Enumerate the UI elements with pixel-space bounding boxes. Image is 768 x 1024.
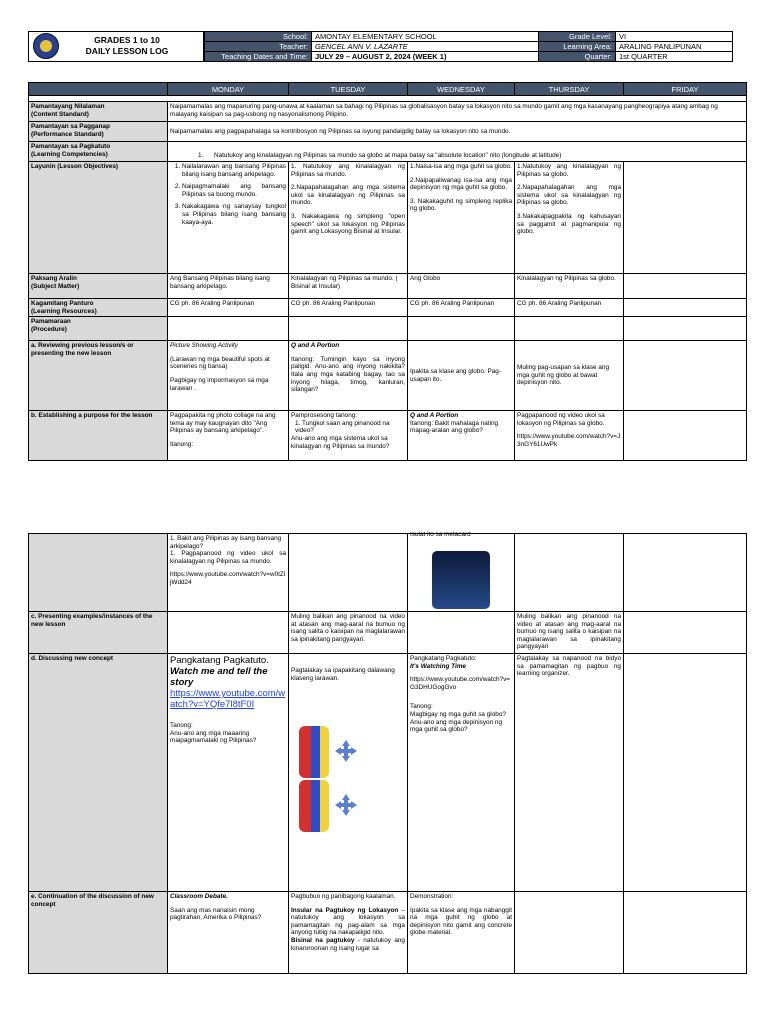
review-label: a. Reviewing previous lesson/s or presenting the new lesson [29,341,168,411]
activity-text: Saan ang mas nanaisin mong pagtirahan, Amerika o Pilipinas? [170,906,262,922]
resources-thursday: CG ph. 86 Araling Panlipunan [515,299,624,317]
resources-label: Kagamitang Panturo (Learning Resources) [29,299,168,317]
activity-text: (Larawan ng mga beautiful spots at sceneries ng bansa) [170,355,270,371]
day-header: WEDNESDAY [408,83,515,96]
subject-friday [624,274,747,299]
metacard-image [432,551,490,609]
teacher-label: Teacher: [205,42,312,52]
purpose-friday [624,411,747,461]
dates-value: JULY 29 – AUGUST 2, 2024 (WEEK 1) [312,52,539,62]
content-standard-label: Pamantayang Nilalaman (Content Standard) [29,102,168,122]
activity-subtitle: Watch me and tell the story [170,666,268,688]
review-wednesday: Ipakita sa klase ang globo. Pag-usapan ito. [408,341,515,411]
day-header: FRIDAY [624,83,747,96]
procedure-cell [168,317,289,341]
term-heading: Insular na Pagtukoy ng Lokasyon [291,906,399,914]
subject-tuesday: Kinalalagyan ng Pilipinas sa mundo. ( Bisinal at Insular) [289,274,408,299]
activity-text: Pagbigay ng impormasyon sa mga larawan . [170,376,269,392]
objectives-thursday [515,162,624,274]
performance-standard-label: Pamantayan sa Pagganap (Performance Standard) [29,122,168,142]
objective-item: 3. Nakakagawa ng sanaysay tungkol sa Pilipinas bilang isang bansang kaaya-aya. [182,203,286,226]
activity-text: Isulat ito sa metacard [410,531,471,538]
philippines-map-image [299,780,383,832]
continued-monday [168,534,289,612]
term-heading: Bisinal na pagtukoy [291,936,355,944]
objectives-friday [624,162,747,274]
discussion-monday [168,654,289,892]
subject-monday: Ang Bansang Pilipinas bilang isang bansang arkipelago. [168,274,289,299]
lesson-table-page-1 [28,82,747,461]
objective-item: 2.Napapahalagahan ang mga sistema ukol sa kinalalagyan ng Pilipinas sa mundo. [291,184,405,207]
objective-item: 1.Naisa-isa ang mga guhit sa globo. [410,163,512,170]
purpose-wednesday [408,411,515,461]
continued-tuesday [289,534,408,612]
review-friday [624,341,747,411]
activity-title [170,655,286,688]
activity-heading: Pangkatang Pagkatuto. [170,655,269,666]
activity-text: Pagbubuo ng panibagong kaalaman. [291,893,396,900]
discussion-friday [624,654,747,892]
video-link[interactable]: https://www.youtube.com/watch?v=w0tZIjWdd24 [170,571,286,586]
continuation-label: e. Continuation of the discussion of new concept [29,892,168,974]
activity-text: Pagtalakay sa ipapakitang dalawang klaseng larawan. [291,667,395,682]
continuation-monday [168,892,289,974]
subject-wednesday: Ang Globo [408,274,515,299]
activity-text: 1. Pagpapanood ng video ukol sa kinalalagyan ng Pilipinas sa mundo. [170,550,286,565]
objectives-tuesday [289,162,408,274]
objective-item: 2.Naipapaliwanag isa-isa ang mga depinisyon ng mga guhit sa globo. [410,176,512,192]
title-line-2: DAILY LESSON LOG [85,46,169,56]
term-definition: - natutukoy ang kinaroroonan ng isang lugar sa [291,936,405,952]
resources-monday: CG ph. 86 Araling Panlipunan [168,299,289,317]
dates-label: Teaching Dates and Time: [205,52,312,62]
quarter-label: Quarter: [539,52,616,62]
lesson-table-page-2 [28,533,747,974]
discussion-thursday: Pagtalakay sa napanood na bidyo sa pamamagitan ng pagbuo ng learning organizer. [515,654,624,892]
continued-wednesday [408,531,515,612]
activity-text [291,907,405,937]
activity-text: Pamprosesong tanong: [291,412,358,420]
examples-friday [624,612,747,654]
activity-title: Classroom Debate. [170,893,228,900]
activity-text: Pagpapakita ng photo collage na ang tema ay may kaugnayan dito "Ang Pilipinas ay bansang arkipelago". [170,412,276,435]
review-tuesday [289,341,408,411]
objective-item: 2. Naipagmamalaki ang bansang Pilipinas sa buong mundo. [182,183,286,198]
content-standard-text: Naipamamalas ang mapanuring pang-unawa at kaalaman sa bahagi ng Pilipinas sa globalisasyon batay sa lokasyon nito sa mundo gamit ang mga kasanayang pangheograpiya atang ambag ng malayang kaisipan sa pag-usbong ng nasyonalismong Pilipino. [168,102,747,122]
activity-text: 1. Tungkol saan ang pinanood na video? [295,419,390,435]
activity-text: Itanong: Tumingin kayo sa inyong paligid. Anu-ano ang inyong nakikita? Itala ang mga katabing bagay, tao sa inyong hilaga, timog, kanluran, silangan? [291,355,405,394]
procedure-cell [408,317,515,341]
examples-monday [168,612,289,654]
activity-title: Q and A Portion [291,342,340,350]
document-title [62,35,192,57]
deped-seal-icon [33,33,59,59]
activity-subtitle: It's Watching Time [410,662,466,670]
purpose-tuesday [289,411,408,461]
day-header: TUESDAY [289,83,408,96]
activity-text: Pangkatang Pagkatuto: [410,655,477,662]
discussion-label: d. Discussing new concept [29,654,168,892]
review-thursday: Muling pag-usapan sa klase ang mga guhit ng globo at bawat depinisyon nito. [515,341,624,411]
continued-friday [624,534,747,612]
procedure-label: Pamamaraan (Procedure) [29,317,168,341]
objective-item: 1.Natutukoy ang kinalalagyan ng Pilipinas sa globo. [517,163,621,178]
purpose-label: b. Establishing a purpose for the lesson [29,411,168,461]
continued-label [29,534,168,612]
procedure-cell [515,317,624,341]
subject-thursday: Kinalalagyan ng Pilipinas sa globo. [515,274,624,299]
video-link[interactable]: https://www.youtube.com/watch?v=G3DHUGogGvo [410,676,510,691]
philippines-map-image [299,726,383,778]
objective-item: 2.Napapahalagahan ang mga sistema ukol sa kinalalagyan ng Pilipinas sa globo. [517,184,621,207]
competencies-label: Pamantayan sa Pagkatuto (Learning Competencies) [29,142,168,162]
term-definition: – natutukoy ang lokasyon sa pamamagitan ng pag-alam sa mga anyong tubig na nakapaligid nito. [291,906,405,937]
grade-label: Grade Level: [539,32,616,42]
resources-friday [624,299,747,317]
activity-text: Itanong: [170,440,194,448]
procedure-cell [624,317,747,341]
activity-text: Anu-ano ang mga sistema ukol sa kinalagyan ng Pilipinas sa mundo? [291,434,390,450]
discussion-tuesday [289,654,408,892]
continuation-thursday [515,892,624,974]
competencies-text: 1. Natutukoy ang kinalalagyan ng Pilipinas sa mundo sa globo at mapa batay sa "absolute location" nito (longitude at latitude) [168,142,747,162]
header-info-table [204,31,733,62]
resources-wednesday: CG ph. 86 Araling Panlipunan [408,299,515,317]
grade-value: VI [616,32,733,42]
activity-title: Picture Showing Activity [170,342,238,350]
area-value: ARALING PANLIPUNAN [616,42,733,52]
objective-item: 1. Nailalarawan ang bansang Pilipinas bilang isang bansang arkipelago. [182,163,286,178]
performance-standard-text: Naipamamalas ang pagpapahalaga sa kontribosyon ng Pilipinas sa isyung pandaigdig batay sa lokasyon nito sa mundo. [168,122,747,142]
day-header: THURSDAY [515,83,624,96]
continuation-tuesday [289,892,408,974]
activity-text [291,937,405,952]
objectives-label: Layunin (Lesson Objectives) [29,162,168,274]
objective-item: 1. Natutukoy ang kinalalagyan ng Pilipinas sa mundo. [291,163,405,178]
corner-header [29,83,168,96]
school-value: AMONTAY ELEMENTARY SCHOOL [312,32,539,42]
activity-text: Magbigay ng mga guhit sa globo? [410,710,506,718]
activity-title: Q and A Portion [410,412,459,420]
procedure-cell [289,317,408,341]
activity-text: Anu-ano ang mga maaaring maipagmamalaki ng Pilipinas? [170,729,257,745]
resources-tuesday: CG ph. 86 Araling Panlipunan [289,299,408,317]
continuation-wednesday [408,892,515,974]
activity-text: 1. Bakit ang Pilipinas ay isang bansang arkipelago? [170,535,282,550]
video-link[interactable]: https://www.youtube.com/watch?v=J3nGY61UwPk [517,433,621,448]
examples-wednesday [408,612,515,654]
area-label: Learning Area: [539,42,616,52]
examples-tuesday: Muling balikan ang pinanood na video at atasan ang mag-aaral na bumuo ng isang salita o kaisipan na maglalarawan sa ipinakitang pangyayari. [289,612,408,654]
continuation-friday [624,892,747,974]
review-monday [168,341,289,411]
purpose-monday [168,411,289,461]
title-line-1: GRADES 1 to 10 [94,35,160,45]
school-label: School: [205,32,312,42]
day-header: MONDAY [168,83,289,96]
purpose-thursday [515,411,624,461]
activity-text: Anu-ano ang mga depinisyon ng mga guhit sa globo? [410,718,503,734]
activity-text: Itanong: Bakit mahalaga nating mapag-aralan ang globo? [410,419,499,435]
activity-text: Tanong: [170,722,193,729]
quarter-value: 1st QUARTER [616,52,733,62]
objective-item: 3. Nakakaguhit ng simpleng replika ng globo. [410,197,512,213]
objective-item: 3. Nakakagawa ng simpleng "open speech" ukol sa lokasyon ng Pilipinas gamit ang Lokasyong Bisinal at Insular. [291,212,405,236]
activity-text: Pagpapanood ng video ukol sa lokasyon ng Pilipinas sa globo. [517,412,605,427]
video-link[interactable]: https://www.youtube.com/watch?v=YQfe7l8tF0I [170,688,286,710]
teacher-value: GENCEL ANN V. LAZARTE [312,42,539,52]
objective-item: 3.Nakakapagpakita ng kahusayan sa paggamit at pagmanipula ng globo. [517,212,621,236]
activity-text: Tanong: [410,703,433,711]
examples-thursday: Muling balikan ang pinanood na video at atasan ang mag-aaral na bumuo ng isang salita o kaisipan na maglalarawan sa ipinakitang pangyayari [515,612,624,654]
examples-label: c. Presenting examples/instances of the new lesson [29,612,168,654]
objectives-monday [168,162,289,274]
continued-thursday [515,534,624,612]
activity-text: Demonstration: [410,893,454,900]
subject-matter-label: Paksang Aralin (Subject Matter) [29,274,168,299]
objectives-wednesday [408,162,515,274]
discussion-wednesday [408,654,515,892]
activity-text: Ipakita sa klase ang mga nabanggit na mga guhit ng globo at depinisyon nito gamit ang concrete globe material. [410,906,512,937]
